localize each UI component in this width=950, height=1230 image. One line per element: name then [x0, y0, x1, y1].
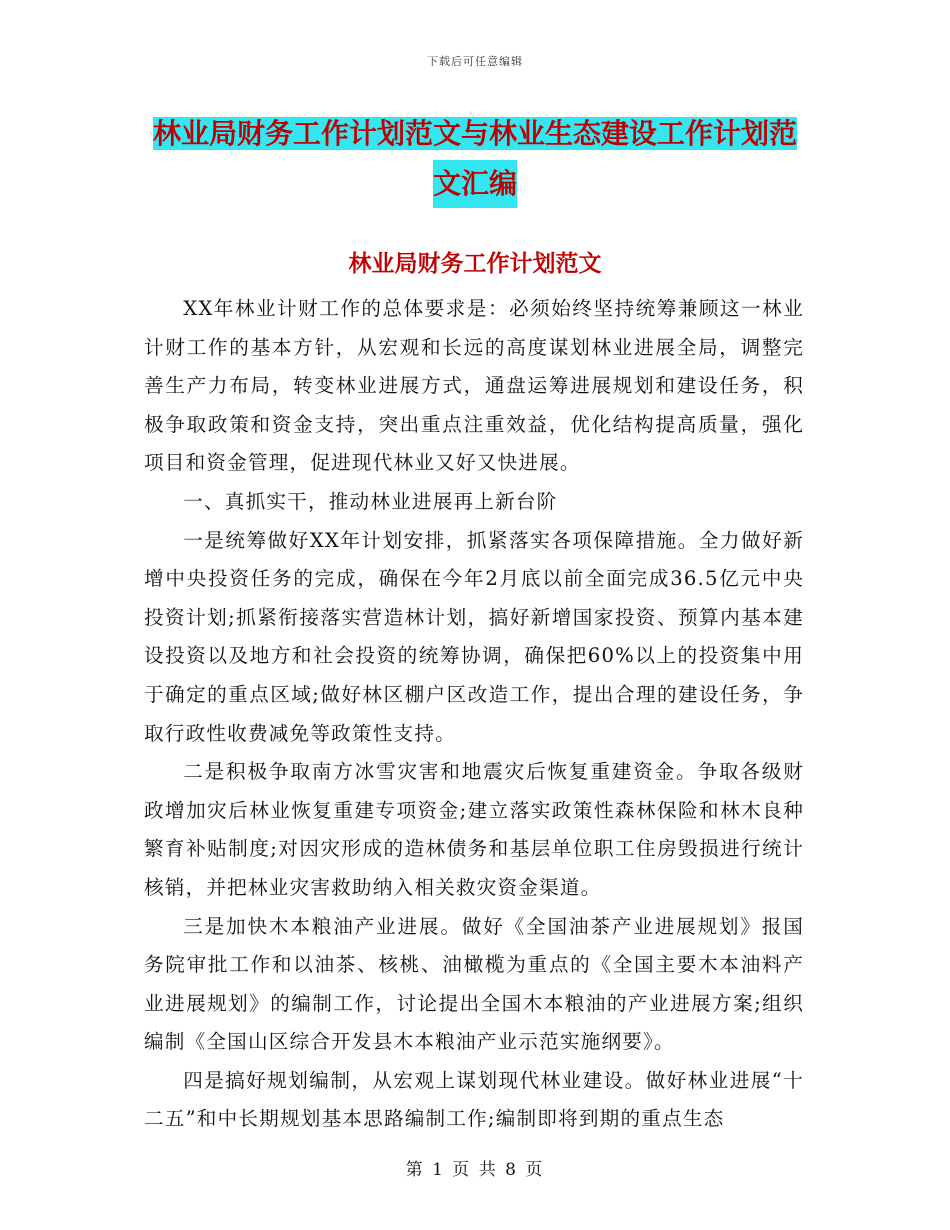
paragraph: 一是统筹做好XX年计划安排，抓紧落实各项保障措施。全力做好新增中央投资任务的完成，确保在今年2月底以前全面完成36.5亿元中央投资计划;抓紧衔接落实营造林计划，搞好新增国家投资、预算内基本建设投资以及地方和社会投资的统筹协调，确保把60%以上的投资集中用于确定的重点区域;做好林区棚户区改造工作，提出合理的建设任务，争取行政性收费减免等政策性支持。	[144, 528, 804, 745]
paragraph: 四是搞好规划编制，从宏观上谋划现代林业建设。做好林业进展“十二五”和中长期规划基本思路编制工作;编制即将到期的重点生态	[144, 1068, 804, 1131]
header-note: 下载后可任意编辑	[427, 55, 523, 68]
document-body	[144, 290, 804, 1139]
title-line-1: 林业局财务工作计划范文与林业生态建设工作计划范	[152, 117, 797, 150]
paragraph: 二是积极争取南方冰雪灾害和地震灾后恢复重建资金。争取各级财政增加灾后林业恢复重建专项资金;建立落实政策性森林保险和林木良种繁育补贴制度;对因灾形成的造林债务和基层单位职工住房毁损进行统计核销，并把林业灾害救助纳入相关救灾资金渠道。	[144, 760, 804, 899]
paragraph: 三是加快木本粮油产业进展。做好《全国油茶产业进展规划》报国务院审批工作和以油茶、核桃、油橄榄为重点的《全国主要木本油料产业进展规划》的编制工作，讨论提出全国木本粮油的产业进展方案;组织编制《全国山区综合开发县木本粮油产业示范实施纲要》。	[144, 914, 804, 1054]
section-title: 林业局财务工作计划范文	[348, 251, 602, 277]
paragraph: XX年林业计财工作的总体要求是：必须始终坚持统筹兼顾这一林业计财工作的基本方针，从宏观和长远的高度谋划林业进展全局，调整完善生产力布局，转变林业进展方式，通盘运筹进展规划和建设任务，积极争取政策和资金支持，突出重点注重效益，优化结构提高质量，强化项目和资金管理，促进现代林业又好又快进展。	[144, 297, 804, 475]
page-number: 第 1 页 共 8 页	[405, 1160, 545, 1180]
paragraph-heading: 一、真抓实干，推动林业进展再上新台阶	[183, 489, 558, 513]
title-line-2: 文汇编	[433, 160, 517, 208]
document-title	[0, 110, 950, 208]
